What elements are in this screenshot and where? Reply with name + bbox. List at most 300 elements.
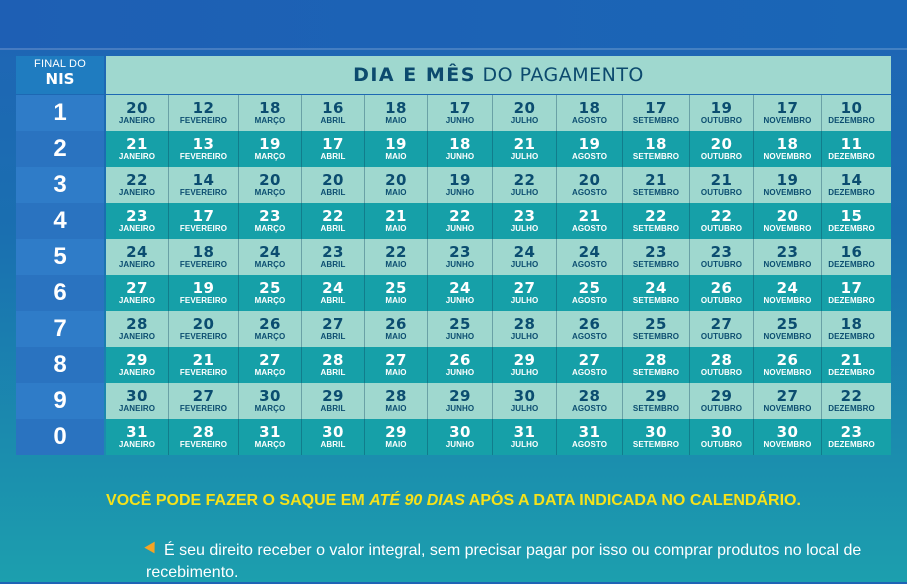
date-cell <box>364 383 427 419</box>
payment-month: ABRIL <box>320 367 346 377</box>
payment-day: 17 <box>645 98 667 117</box>
date-cell <box>689 239 753 275</box>
withdrawal-notice <box>0 492 907 510</box>
payment-month: FEVEREIRO <box>179 295 228 305</box>
date-cell <box>753 419 821 455</box>
payment-month: AGOSTO <box>571 439 608 449</box>
calendar-title-bold: DIA E MÊS <box>353 64 476 86</box>
date-cell <box>821 275 881 311</box>
payment-day: 30 <box>513 386 536 405</box>
payment-day: 29 <box>322 386 344 405</box>
payment-month: MARÇO <box>254 151 286 161</box>
date-cell <box>106 275 168 311</box>
payment-day: 15 <box>840 206 863 225</box>
notice-part2: APÓS A DATA INDICADA NO CALENDÁRIO. <box>464 492 801 509</box>
date-cell <box>168 419 238 455</box>
payment-month: SETEMBRO <box>632 115 680 125</box>
payment-month: JULHO <box>510 403 539 413</box>
payment-month: JANEIRO <box>118 295 156 305</box>
payment-day: 31 <box>126 422 148 441</box>
payment-day: 14 <box>840 170 863 189</box>
date-cell <box>753 275 821 311</box>
payment-month: AGOSTO <box>571 259 608 269</box>
payment-day: 16 <box>840 242 863 261</box>
payment-day: 16 <box>322 98 344 117</box>
payment-day: 21 <box>192 350 215 369</box>
payment-month: AGOSTO <box>571 295 608 305</box>
payment-day: 23 <box>513 206 536 225</box>
payment-day: 20 <box>192 314 215 333</box>
payment-month: NOVEMBRO <box>763 295 812 305</box>
calendar-row <box>16 347 891 383</box>
payment-month: JANEIRO <box>118 259 156 269</box>
payment-day: 23 <box>259 206 281 225</box>
payment-month: JANEIRO <box>118 115 156 125</box>
payment-month: SETEMBRO <box>632 259 680 269</box>
payment-day: 18 <box>385 98 407 117</box>
date-cell <box>168 275 238 311</box>
calendar-row <box>16 167 891 203</box>
payment-month: SETEMBRO <box>632 151 680 161</box>
payment-month: JUNHO <box>445 223 475 233</box>
date-cell <box>622 95 689 131</box>
payment-day: 27 <box>776 386 799 405</box>
date-cell <box>556 95 622 131</box>
payment-day: 21 <box>126 134 148 153</box>
date-cell <box>427 167 492 203</box>
payment-month: SETEMBRO <box>632 367 680 377</box>
date-cell <box>238 239 301 275</box>
payment-day: 29 <box>645 386 667 405</box>
calendar-title-rest: DO PAGAMENTO <box>475 64 644 86</box>
date-cell <box>556 167 622 203</box>
nis-final-digit: 6 <box>16 275 104 311</box>
date-cell <box>622 347 689 383</box>
payment-day: 30 <box>126 386 148 405</box>
nis-final-digit: 2 <box>16 131 104 167</box>
payment-month: JUNHO <box>445 439 475 449</box>
payment-month: FEVEREIRO <box>179 187 228 197</box>
payment-day: 28 <box>513 314 536 333</box>
payment-day: 31 <box>513 422 536 441</box>
payment-day: 19 <box>710 98 733 117</box>
row-dates <box>106 419 891 455</box>
calendar-row <box>16 275 891 311</box>
payment-month: OUTUBRO <box>700 403 743 413</box>
payment-day: 26 <box>449 350 471 369</box>
payment-month: DEZEMBRO <box>828 151 875 161</box>
payment-day: 19 <box>776 170 799 189</box>
date-cell <box>238 275 301 311</box>
date-cell <box>821 95 881 131</box>
date-cell <box>556 347 622 383</box>
payment-day: 31 <box>259 422 281 441</box>
payment-month: SETEMBRO <box>632 295 680 305</box>
payment-month: SETEMBRO <box>632 187 680 197</box>
date-cell <box>301 167 364 203</box>
payment-day: 27 <box>126 278 148 297</box>
calendar-row <box>16 239 891 275</box>
payment-day: 21 <box>840 350 863 369</box>
date-cell <box>427 383 492 419</box>
payment-day: 26 <box>710 278 733 297</box>
bullet-arrow-icon <box>144 542 159 557</box>
date-cell <box>427 239 492 275</box>
row-dates <box>106 95 891 131</box>
nis-header-line1: FINAL DO <box>34 58 86 70</box>
payment-month: MARÇO <box>254 295 286 305</box>
payment-month: DEZEMBRO <box>828 259 875 269</box>
payment-day: 23 <box>840 422 863 441</box>
payment-month: OUTUBRO <box>700 295 743 305</box>
date-cell <box>492 167 556 203</box>
payment-day: 17 <box>840 278 863 297</box>
date-cell <box>556 419 622 455</box>
payment-month: AGOSTO <box>571 403 608 413</box>
payment-day: 26 <box>259 314 281 333</box>
payment-month: NOVEMBRO <box>763 187 812 197</box>
payment-month: MARÇO <box>254 223 286 233</box>
payment-day: 21 <box>385 206 407 225</box>
payment-day: 18 <box>840 314 863 333</box>
date-cell <box>753 383 821 419</box>
payment-day: 28 <box>385 386 407 405</box>
payment-month: JANEIRO <box>118 331 156 341</box>
payment-month: MAIO <box>385 115 407 125</box>
payment-month: OUTUBRO <box>700 439 743 449</box>
payment-day: 22 <box>449 206 471 225</box>
date-cell <box>689 167 753 203</box>
payment-month: NOVEMBRO <box>763 115 812 125</box>
date-cell <box>753 239 821 275</box>
calendar-row <box>16 95 891 131</box>
payment-month: FEVEREIRO <box>179 367 228 377</box>
payment-day: 20 <box>322 170 344 189</box>
payment-day: 18 <box>776 134 799 153</box>
top-banner <box>0 0 907 50</box>
payment-month: NOVEMBRO <box>763 151 812 161</box>
payment-day: 22 <box>710 206 733 225</box>
date-cell <box>622 311 689 347</box>
date-cell <box>238 383 301 419</box>
date-cell <box>821 131 881 167</box>
payment-month: OUTUBRO <box>700 367 743 377</box>
payment-day: 17 <box>322 134 344 153</box>
payment-day: 18 <box>578 98 601 117</box>
calendar-row <box>16 203 891 239</box>
payment-month: NOVEMBRO <box>763 259 812 269</box>
payment-month: OUTUBRO <box>700 115 743 125</box>
payment-day: 31 <box>578 422 601 441</box>
date-cell <box>168 167 238 203</box>
payment-month: DEZEMBRO <box>828 439 875 449</box>
date-cell <box>301 383 364 419</box>
date-cell <box>364 347 427 383</box>
date-cell <box>556 275 622 311</box>
nis-final-digit: 8 <box>16 347 104 383</box>
payment-day: 19 <box>385 134 407 153</box>
payment-day: 11 <box>840 134 863 153</box>
date-cell <box>106 311 168 347</box>
nis-final-digit: 9 <box>16 383 104 419</box>
payment-month: SETEMBRO <box>632 331 680 341</box>
date-cell <box>622 419 689 455</box>
payment-day: 23 <box>449 242 471 261</box>
date-cell <box>622 131 689 167</box>
payment-month: MAIO <box>385 223 407 233</box>
payment-month: NOVEMBRO <box>763 439 812 449</box>
payment-month: MARÇO <box>254 115 286 125</box>
payment-month: FEVEREIRO <box>179 223 228 233</box>
payment-day: 25 <box>645 314 667 333</box>
date-cell <box>106 347 168 383</box>
date-cell <box>492 275 556 311</box>
payment-month: AGOSTO <box>571 151 608 161</box>
payment-day: 19 <box>449 170 471 189</box>
nis-final-digit: 1 <box>16 95 104 131</box>
payment-month: FEVEREIRO <box>179 151 228 161</box>
payment-day: 28 <box>192 422 215 441</box>
payment-month: JULHO <box>510 187 539 197</box>
date-cell <box>821 383 881 419</box>
date-cell <box>427 311 492 347</box>
payment-month: JUNHO <box>445 331 475 341</box>
date-cell <box>556 383 622 419</box>
payment-day: 30 <box>449 422 471 441</box>
calendar-row <box>16 419 891 455</box>
date-cell <box>301 95 364 131</box>
date-cell <box>622 167 689 203</box>
date-cell <box>301 203 364 239</box>
date-cell <box>427 347 492 383</box>
date-cell <box>238 167 301 203</box>
payment-day: 24 <box>645 278 667 297</box>
rights-bullet <box>146 540 886 584</box>
payment-day: 18 <box>645 134 667 153</box>
date-cell <box>753 311 821 347</box>
date-cell <box>492 131 556 167</box>
payment-day: 24 <box>126 242 148 261</box>
payment-month: JUNHO <box>445 151 475 161</box>
date-cell <box>364 311 427 347</box>
payment-day: 25 <box>776 314 799 333</box>
payment-day: 23 <box>322 242 344 261</box>
payment-month: JULHO <box>510 115 539 125</box>
date-cell <box>622 203 689 239</box>
date-cell <box>106 203 168 239</box>
row-dates <box>106 275 891 311</box>
date-cell <box>168 311 238 347</box>
payment-month: MARÇO <box>254 187 286 197</box>
date-cell <box>168 239 238 275</box>
payment-day: 18 <box>449 134 471 153</box>
date-cell <box>556 131 622 167</box>
date-cell <box>427 203 492 239</box>
payment-month: MAIO <box>385 187 407 197</box>
payment-month: ABRIL <box>320 403 346 413</box>
payment-day: 21 <box>578 206 601 225</box>
nis-final-digit: 0 <box>16 419 104 455</box>
calendar-row <box>16 311 891 347</box>
payment-day: 20 <box>126 98 148 117</box>
payment-month: JULHO <box>510 151 539 161</box>
payment-month: JANEIRO <box>118 439 156 449</box>
date-cell <box>106 383 168 419</box>
payment-day: 24 <box>776 278 799 297</box>
nis-final-digit: 4 <box>16 203 104 239</box>
date-cell <box>301 239 364 275</box>
payment-day: 22 <box>645 206 667 225</box>
date-cell <box>106 239 168 275</box>
payment-month: ABRIL <box>320 151 346 161</box>
payment-day: 22 <box>126 170 148 189</box>
payment-day: 21 <box>710 170 733 189</box>
date-cell <box>301 419 364 455</box>
date-cell <box>821 203 881 239</box>
payment-month: ABRIL <box>320 223 346 233</box>
payment-day: 29 <box>710 386 733 405</box>
date-cell <box>689 95 753 131</box>
payment-month: JULHO <box>510 295 539 305</box>
payment-month: JANEIRO <box>118 187 156 197</box>
row-dates <box>106 347 891 383</box>
payment-day: 21 <box>645 170 667 189</box>
payment-day: 25 <box>259 278 281 297</box>
payment-day: 27 <box>322 314 344 333</box>
row-dates <box>106 131 891 167</box>
date-cell <box>301 347 364 383</box>
payment-day: 28 <box>710 350 733 369</box>
payment-month: DEZEMBRO <box>828 295 875 305</box>
payment-month: JUNHO <box>445 367 475 377</box>
payment-month: NOVEMBRO <box>763 367 812 377</box>
payment-day: 20 <box>385 170 407 189</box>
row-dates <box>106 203 891 239</box>
payment-day: 20 <box>259 170 281 189</box>
payment-day: 17 <box>192 206 215 225</box>
payment-day: 20 <box>710 134 733 153</box>
date-cell <box>427 419 492 455</box>
payment-day: 20 <box>578 170 601 189</box>
payment-day: 19 <box>259 134 281 153</box>
date-cell <box>689 131 753 167</box>
payment-day: 26 <box>385 314 407 333</box>
payment-month: MAIO <box>385 331 407 341</box>
payment-month: MAIO <box>385 367 407 377</box>
payment-day: 24 <box>449 278 471 297</box>
payment-day: 19 <box>192 278 215 297</box>
payment-day: 17 <box>449 98 471 117</box>
date-cell <box>364 167 427 203</box>
payment-month: FEVEREIRO <box>179 331 228 341</box>
date-cell <box>364 95 427 131</box>
payment-month: ABRIL <box>320 295 346 305</box>
payment-month: JANEIRO <box>118 403 156 413</box>
date-cell <box>301 275 364 311</box>
payment-day: 29 <box>385 422 407 441</box>
payment-day: 22 <box>840 386 863 405</box>
calendar-rows <box>16 95 891 455</box>
date-cell <box>753 203 821 239</box>
payment-day: 27 <box>259 350 281 369</box>
payment-day: 25 <box>449 314 471 333</box>
payment-month: OUTUBRO <box>700 259 743 269</box>
payment-month: JUNHO <box>445 295 475 305</box>
payment-month: MAIO <box>385 439 407 449</box>
payment-day: 25 <box>385 278 407 297</box>
payment-day: 14 <box>192 170 215 189</box>
payment-day: 24 <box>322 278 344 297</box>
payment-month: OUTUBRO <box>700 223 743 233</box>
payment-month: DEZEMBRO <box>828 187 875 197</box>
payment-month: MARÇO <box>254 367 286 377</box>
payment-day: 24 <box>259 242 281 261</box>
payment-month: MAIO <box>385 403 407 413</box>
payment-month: FEVEREIRO <box>179 439 228 449</box>
calendar-row <box>16 131 891 167</box>
payment-month: NOVEMBRO <box>763 223 812 233</box>
date-cell <box>427 131 492 167</box>
date-cell <box>753 131 821 167</box>
payment-month: ABRIL <box>320 331 346 341</box>
nis-final-digit: 3 <box>16 167 104 203</box>
date-cell <box>168 131 238 167</box>
payment-day: 18 <box>259 98 281 117</box>
date-cell <box>238 311 301 347</box>
payment-month: ABRIL <box>320 439 346 449</box>
payment-calendar-table <box>16 56 891 451</box>
date-cell <box>364 419 427 455</box>
payment-month: AGOSTO <box>571 367 608 377</box>
payment-month: DEZEMBRO <box>828 115 875 125</box>
payment-day: 30 <box>710 422 733 441</box>
date-cell <box>106 419 168 455</box>
payment-day: 12 <box>192 98 215 117</box>
payment-month: JULHO <box>510 223 539 233</box>
nis-final-digit: 7 <box>16 311 104 347</box>
date-cell <box>689 311 753 347</box>
date-cell <box>689 347 753 383</box>
payment-month: JULHO <box>510 439 539 449</box>
payment-day: 28 <box>126 314 148 333</box>
date-cell <box>364 275 427 311</box>
payment-day: 27 <box>513 278 536 297</box>
payment-month: JULHO <box>510 331 539 341</box>
date-cell <box>168 347 238 383</box>
date-cell <box>238 347 301 383</box>
payment-month: JUNHO <box>445 403 475 413</box>
date-cell <box>364 131 427 167</box>
payment-day: 29 <box>513 350 536 369</box>
payment-month: JULHO <box>510 259 539 269</box>
payment-month: AGOSTO <box>571 223 608 233</box>
payment-month: JUNHO <box>445 187 475 197</box>
payment-day: 13 <box>192 134 215 153</box>
date-cell <box>753 167 821 203</box>
notice-part1: VOCÊ PODE FAZER O SAQUE EM <box>106 492 370 509</box>
date-cell <box>238 131 301 167</box>
date-cell <box>556 203 622 239</box>
date-cell <box>492 203 556 239</box>
date-cell <box>492 239 556 275</box>
payment-month: FEVEREIRO <box>179 403 228 413</box>
calendar-title <box>106 56 891 94</box>
payment-month: MARÇO <box>254 259 286 269</box>
date-cell <box>821 347 881 383</box>
payment-day: 24 <box>513 242 536 261</box>
notice-emphasis: ATÉ 90 DIAS <box>369 492 465 509</box>
payment-month: JUNHO <box>445 115 475 125</box>
